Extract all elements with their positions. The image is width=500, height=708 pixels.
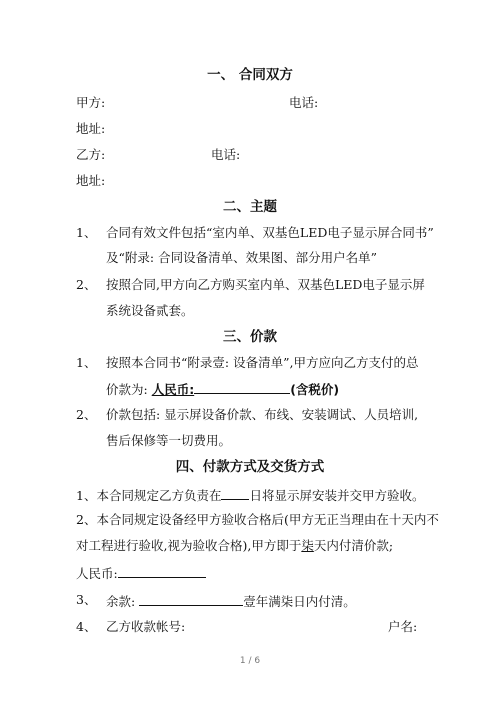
s2-item2-number: 2、 bbox=[76, 277, 97, 292]
s3-tax-note: (含税价) bbox=[290, 382, 340, 397]
s4-account-name-label: 户名: bbox=[388, 619, 418, 634]
s2-item1-line2: 及“附录: 合同设备清单、效果图、部分用户名单” bbox=[106, 250, 377, 265]
s4-item1-blank bbox=[221, 486, 249, 500]
s3-rmb-blank bbox=[194, 380, 290, 394]
party-b-address-label: 地址: bbox=[76, 173, 106, 188]
s4-item3-text-b: 壹年满柒日内付清。 bbox=[243, 594, 356, 609]
s4-account-label: 乙方收款帐号: bbox=[106, 619, 186, 634]
s4-item2-text-a: 对工程进行验收,视为验收合格),甲方即于 bbox=[76, 538, 302, 553]
s4-item2-line1: 2、本合同规定设备经甲方验收合格后(甲方无正当理由在十天内不 bbox=[76, 512, 439, 527]
s3-price-prefix: 价款为: bbox=[106, 382, 152, 397]
s4-item2-line2 bbox=[76, 538, 393, 554]
s2-item1-line1: 合同有效文件包括“室内单、双基色LED电子显示屏合同书” bbox=[106, 225, 434, 240]
s3-item2-number: 2、 bbox=[76, 407, 97, 422]
party-a-phone-label: 电话: bbox=[289, 95, 319, 110]
s2-item2-line2: 系统设备贰套。 bbox=[106, 303, 194, 318]
section-4-title: 四、付款方式及交货方式 bbox=[175, 459, 325, 475]
s3-rmb-label: 人民币: bbox=[151, 382, 195, 397]
section-2-title: 二、主题 bbox=[223, 199, 277, 215]
s4-item3-number: 3、 bbox=[76, 592, 97, 607]
party-b-phone-label: 电话: bbox=[211, 147, 241, 162]
s4-item3-text-a: 余款: bbox=[106, 594, 136, 609]
s4-item1 bbox=[76, 486, 424, 504]
s4-rmb-line bbox=[76, 564, 206, 582]
s2-item1-number: 1、 bbox=[76, 225, 97, 240]
s4-item1-text-b: 日将显示屏安装并交甲方验收。 bbox=[249, 488, 425, 503]
section-3-title: 三、价款 bbox=[223, 329, 277, 345]
s4-item1-text-a: 1、本合同规定乙方负责在 bbox=[76, 488, 222, 503]
s3-item1-line1: 按照本合同书“附录壹: 设备清单”,甲方应向乙方支付的总 bbox=[106, 355, 419, 370]
s4-rmb-blank bbox=[118, 564, 206, 578]
page-number: 1 / 6 bbox=[239, 656, 261, 666]
s4-item3 bbox=[106, 592, 356, 610]
s3-item1-number: 1、 bbox=[76, 355, 97, 370]
s4-item2-days: 柒 bbox=[301, 538, 314, 553]
party-a-label: 甲方: bbox=[76, 95, 106, 110]
s4-item3-blank bbox=[139, 592, 243, 606]
s3-item2-line1: 价款包括: 显示屏设备价款、布线、安装调试、人员培训, bbox=[106, 407, 419, 422]
s3-item1-line2 bbox=[106, 380, 339, 398]
party-a-address-label: 地址: bbox=[76, 121, 106, 136]
party-b-label: 乙方: bbox=[76, 147, 106, 162]
s3-item2-line2: 售后保修等一切费用。 bbox=[106, 433, 232, 448]
s2-item2-line1: 按照合同,甲方向乙方购买室内单、双基色LED电子显示屏 bbox=[106, 277, 425, 292]
s4-item2-text-b: 天内付清价款; bbox=[313, 538, 394, 553]
s4-rmb-label: 人民币: bbox=[76, 566, 118, 581]
section-1-title: 一、 合同双方 bbox=[207, 67, 293, 83]
s4-item4-number: 4、 bbox=[76, 619, 97, 634]
